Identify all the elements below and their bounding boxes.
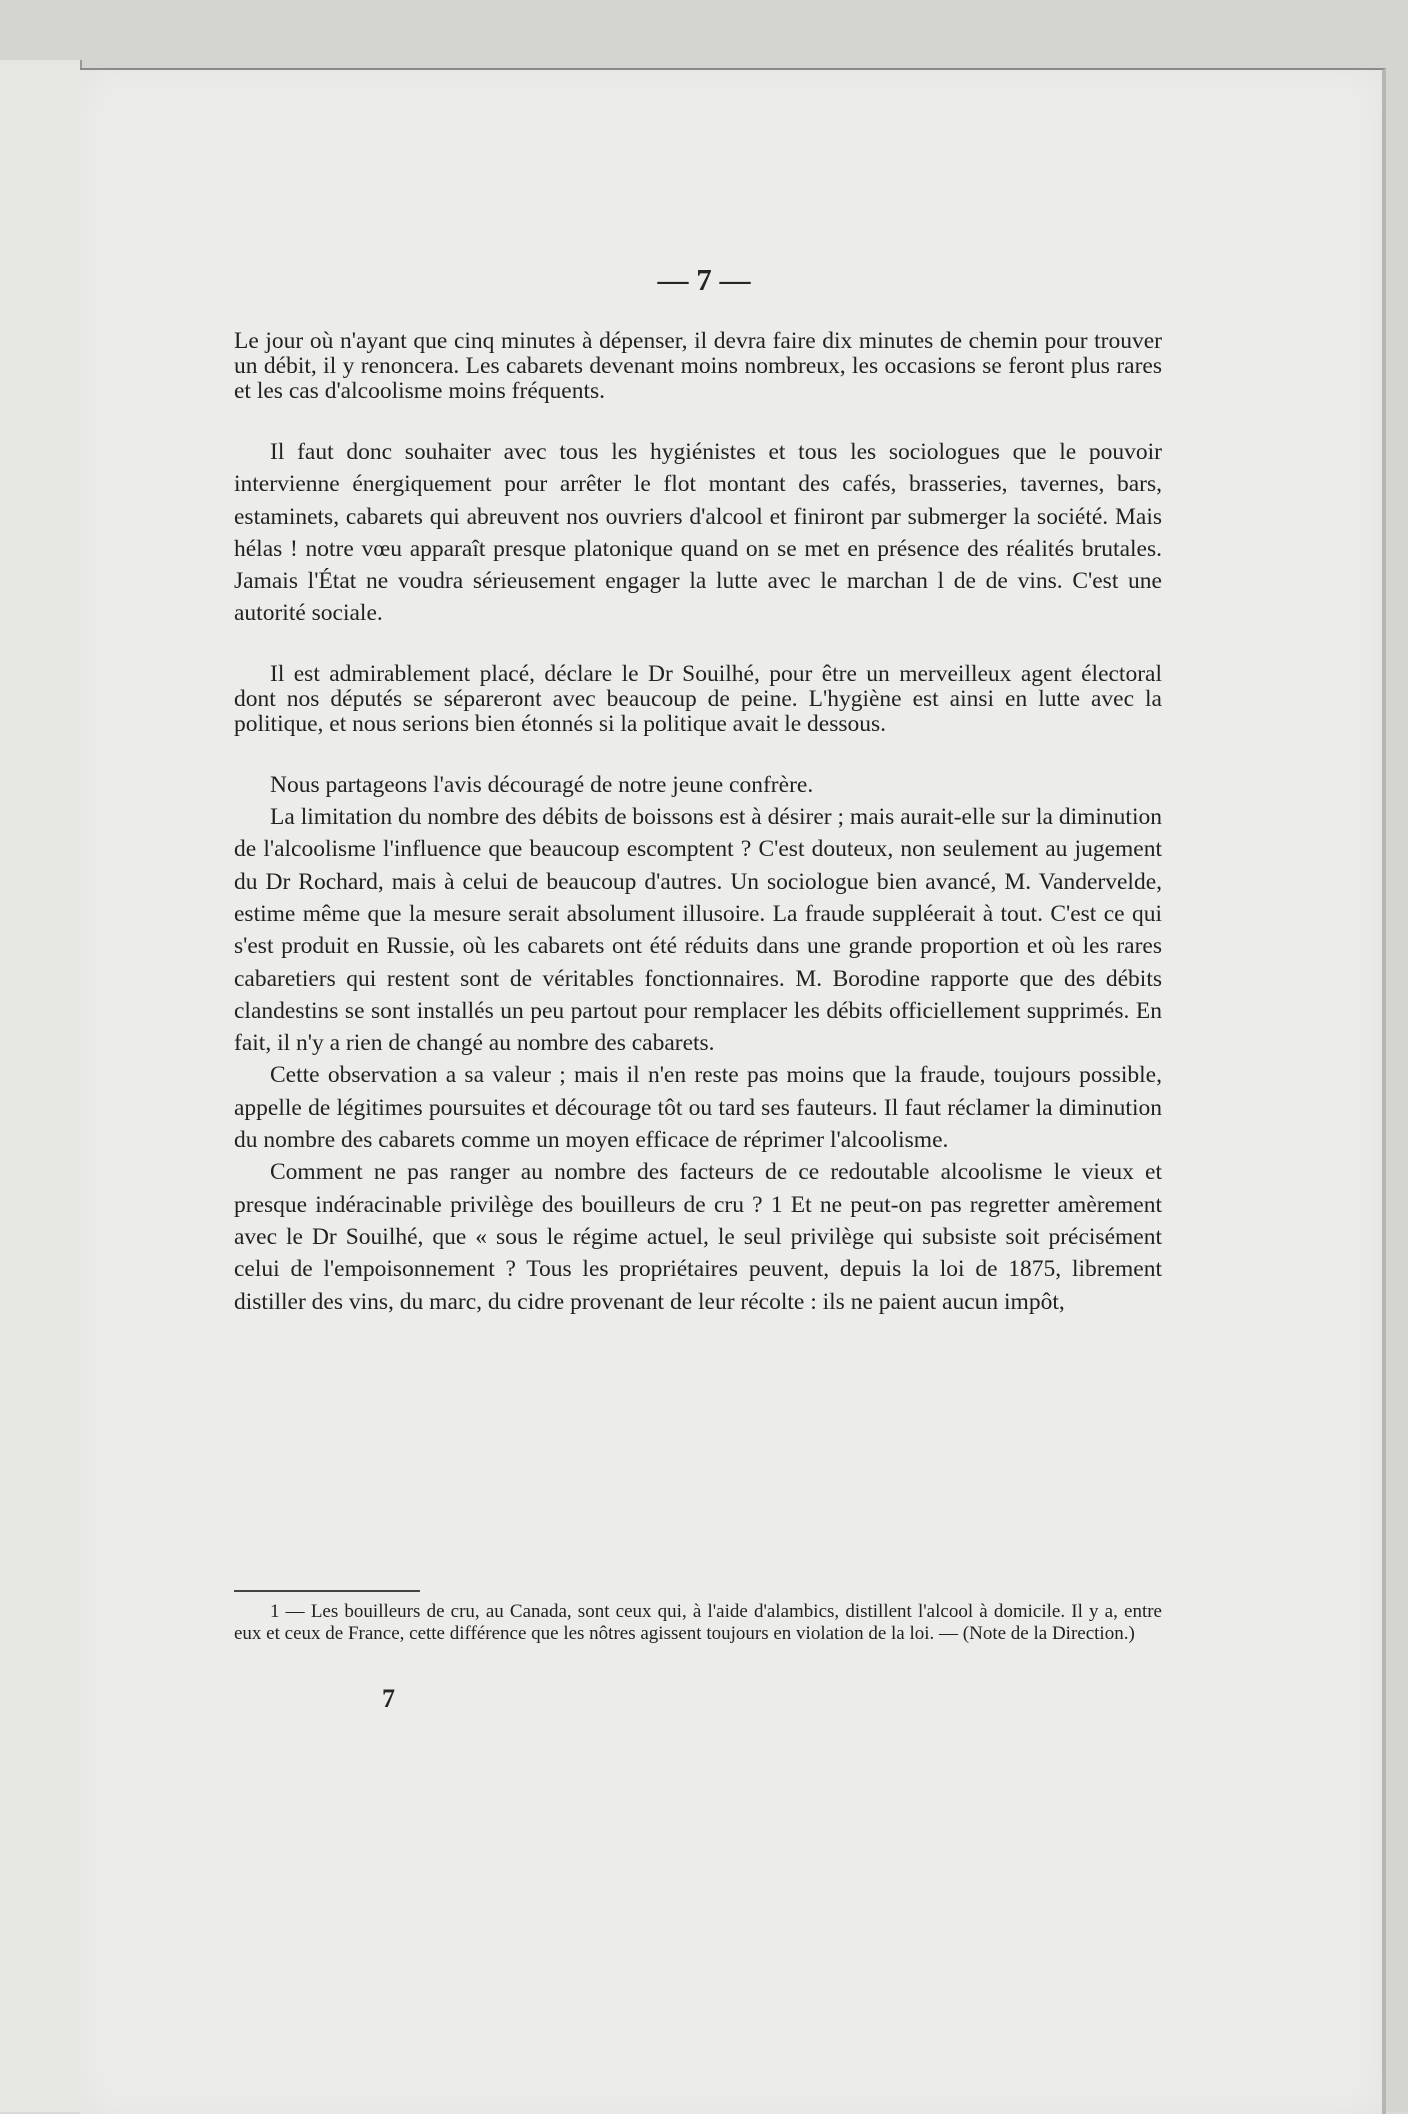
paragraph-3: Il est admirablement placé, déclare le Dr Souilhé, pour être un merveilleux agent électoral dont nos députés se sépareront avec beaucoup de peine. L'hygiène est ainsi en lutte avec la politique, et nous serions bien étonnés si la politique avait le dessous.	[234, 660, 1162, 737]
paragraph-5: La limitation du nombre des débits de boissons est à désirer ; mais aurait-elle sur la diminution de l'alcoolisme l'influence que beaucoup escomptent ? C'est douteux, non seulement au jugement du Dr Rochard, mais à celui de beaucoup d'autres. Un sociologue bien avancé, M. Vandervelde, estime même que la mesure serait absolument illusoire. La fraude suppléerait à tout. C'est ce qui s'est produit en Russie, où les cabarets ont été réduits dans une grande proportion et où les rares cabaretiers qui restent sont de véritables fonctionnaires. M. Borodine rapporte que des débits clandestins se sont installés un peu partout pour remplacer les débits officiellement supprimés. En fait, il n'y a rien de changé au nombre des cabarets.	[234, 804, 1162, 1057]
footnote	[234, 1601, 1162, 1645]
paragraph-4: Nous partageons l'avis découragé de notre jeune confrère.	[270, 771, 814, 798]
body-text	[234, 329, 1162, 1318]
paragraph-gap	[234, 404, 1162, 436]
paragraph-7: Comment ne pas ranger au nombre des facteurs de ce redoutable alcoolisme le vieux et presque indéracinable privilège des bouilleurs de cru ? 1 Et ne peut-on pas regretter amèrement avec le Dr Souilhé, que « sous le régime actuel, le seul privilège qui subsiste soit précisément celui de l'empoisonnement ? Tous les propriétaires peuvent, depuis la loi de 1875, librement distiller des vins, du marc, du cidre provenant de leur récolte : ils ne paient aucun impôt,	[234, 1159, 1162, 1315]
paragraph-6: Cette observation a sa valeur ; mais il n'en reste pas moins que la fraude, toujours possible, appelle de légitimes poursuites et décourage tôt ou tard ses fauteurs. Il faut réclamer la diminution du nombre des cabarets comme un moyen efficace de réprimer l'alcoolisme.	[234, 1062, 1162, 1154]
paragraph-2: Il faut donc souhaiter avec tous les hygiénistes et tous les sociologues que le pouvoir intervienne énergiquement pour arrêter le flot montant des cafés, brasseries, tavernes, bars, estaminets, cabarets qui abreuvent nos ouvriers d'alcool et finiront par submerger la société. Mais hélas ! notre vœu apparaît presque platonique quand on se met en présence des réalités brutales. Jamais l'État ne voudra sérieusement engager la lutte avec le marchan l de de vins. C'est une autorité sociale.	[234, 439, 1162, 627]
page-number: — 7 —	[657, 262, 751, 297]
paragraph-gap	[234, 737, 1162, 769]
footnote-divider	[234, 1590, 420, 1592]
left-page-edge	[0, 60, 82, 2112]
paragraph-1: Le jour où n'ayant que cinq minutes à dépenser, il devra faire dix minutes de chemin pour trouver un débit, il y renoncera. Les cabarets devenant moins nombreux, les occasions se feront plus rares et les cas d'alcoolisme moins fréquents.	[234, 328, 1162, 404]
signature-mark: 7	[382, 1684, 395, 1713]
footnote-text: 1 — Les bouilleurs de cru, au Canada, sont ceux qui, à l'aide d'alambics, distillent l'alcool à domicile. Il y a, entre eux et ceux de France, cette différence que les nôtres agissent toujours en violation de la loi. — (Note de la Direction.)	[234, 1601, 1162, 1644]
paragraph-gap	[234, 630, 1162, 662]
